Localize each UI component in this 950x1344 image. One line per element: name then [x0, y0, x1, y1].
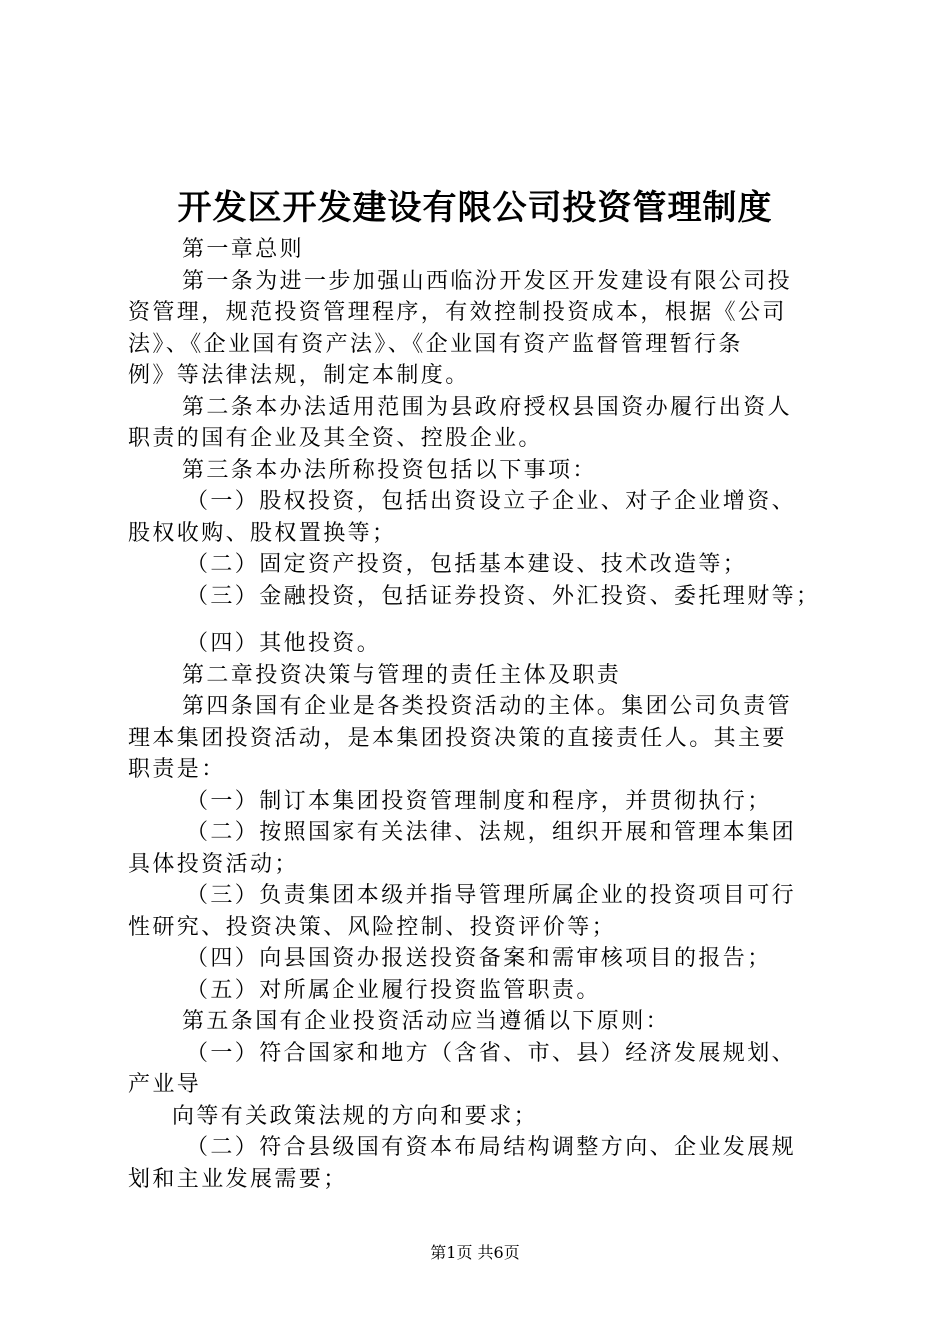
list-item-line: 股权收购、股权置换等；: [128, 520, 397, 546]
list-item-line: 性研究、投资决策、风险控制、投资评价等；: [128, 914, 617, 940]
document-body: [128, 234, 833, 1195]
list-item-line: （二）按照国家有关法律、法规，组织开展和管理本集团: [186, 820, 797, 845]
list-item-line: （三）负责集团本级并指导管理所属企业的投资项目可行: [186, 883, 797, 908]
paragraph-line: 例》等法律法规，制定本制度。: [128, 363, 470, 388]
paragraph-line: 资管理，规范投资管理程序，有效控制投资成本，根据《公司: [128, 300, 787, 325]
list-item-line: （一）制订本集团投资管理制度和程序，并贯彻执行；: [186, 788, 772, 814]
list-item-line: （四）其他投资。: [186, 631, 382, 656]
document-title: 开发区开发建设有限公司投资管理制度: [177, 188, 773, 228]
paragraph-gap: [128, 612, 833, 628]
chapter-heading: 第一章总则: [182, 237, 305, 262]
paragraph-line: 职责的国有企业及其全资、控股企业。: [128, 426, 543, 451]
list-item-line: 具体投资活动；: [128, 851, 299, 877]
list-item-line: （三）金融投资，包括证券投资、外汇投资、委托理财等；: [186, 583, 821, 609]
list-item-line: 产业导: [128, 1072, 202, 1097]
list-item-line: （二）固定资产投资，包括基本建设、技术改造等；: [186, 552, 748, 577]
paragraph-line: 法》、《企业国有资产法》、《企业国有资产监督管理暂行条: [128, 331, 743, 357]
list-item-line: （二）符合县级国有资本布局结构调整方向、企业发展规: [186, 1135, 797, 1160]
list-item-line: （一）符合国家和地方（含省、市、县）经济发展规划、: [186, 1040, 797, 1066]
page-footer: 第1页 共6页: [430, 1243, 520, 1262]
paragraph-line: 第二条本办法适用范围为县政府授权县国资办履行出资人: [182, 394, 793, 420]
paragraph-line: 职责是：: [128, 757, 226, 782]
list-item-line: （四）向县国资办报送投资备案和需审核项目的报告；: [186, 946, 772, 971]
chapter-heading: 第二章投资决策与管理的责任主体及职责: [182, 662, 622, 688]
list-item-line: （一）股权投资，包括出资设立子企业、对子企业增资、: [186, 489, 797, 514]
paragraph-line: 第四条国有企业是各类投资活动的主体。集团公司负责管: [182, 694, 793, 719]
list-item-line: （五）对所属企业履行投资监管职责。: [186, 977, 601, 1003]
list-item-line: 划和主业发展需要；: [128, 1166, 348, 1192]
paragraph-line: 第一条为进一步加强山西临汾开发区开发建设有限公司投: [182, 268, 793, 294]
paragraph-line: 第三条本办法所称投资包括以下事项：: [182, 457, 597, 483]
list-item-line: 向等有关政策法规的方向和要求；: [172, 1103, 539, 1129]
paragraph-line: 第五条国有企业投资活动应当遵循以下原则：: [182, 1009, 671, 1034]
paragraph-line: 理本集团投资活动，是本集团投资决策的直接责任人。其主要: [128, 725, 787, 751]
